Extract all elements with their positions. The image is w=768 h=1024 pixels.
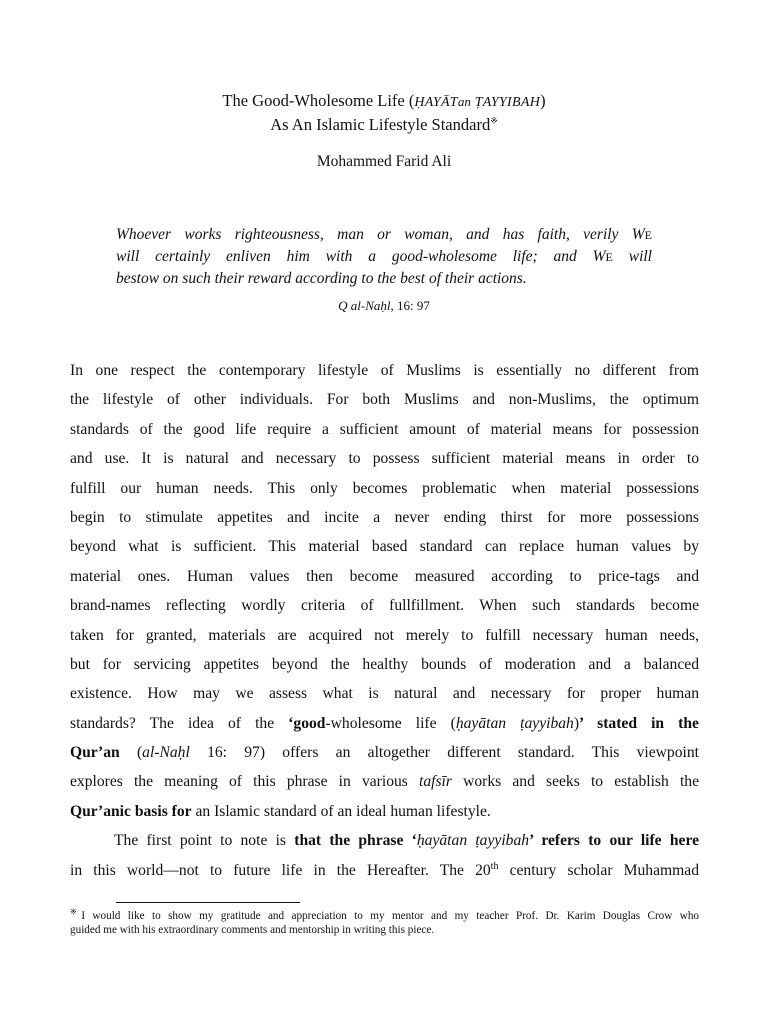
body-text-run: The first point to note is: [114, 832, 295, 850]
body-line: [70, 738, 699, 767]
italic-text: tafsīr: [419, 773, 452, 791]
title-line-1: [0, 90, 768, 114]
body-text-run: works and seeks to establish the: [451, 773, 699, 791]
footnote-line: guided me with his extraordinary comments and mentorship in writing this piece.: [70, 924, 435, 936]
epigraph-text: will: [612, 248, 652, 265]
body-text-run: century scholar Muhammad: [498, 861, 699, 879]
footnote-mark: ※: [70, 907, 82, 917]
title-translit-2: ṬAYYIBAH: [470, 95, 541, 110]
body-line: existence. How may we assess what is natural and necessary for proper human: [70, 685, 699, 703]
epigraph-text: Whoever works righteousness, man or woman, and has faith, verily W: [116, 226, 645, 243]
bold-text: Qur’an: [70, 744, 120, 762]
footnote-divider: [116, 902, 300, 903]
bold-text: that the phrase ‘: [294, 832, 417, 850]
author-name: Mohammed Farid Ali: [316, 153, 452, 170]
footnote: [70, 909, 699, 937]
title-subtitle: As An Islamic Lifestyle Standard: [270, 115, 491, 134]
body-text: [70, 356, 699, 885]
body-line: brand-names reflecting wordly criteria of fullfillment. When such standards become: [70, 597, 699, 615]
body-line: [70, 856, 699, 885]
body-text-run: (: [119, 744, 143, 762]
body-line: and use. It is natural and necessary to possess sufficient material means in order to: [70, 450, 699, 468]
title-translit: ḤAYĀT: [414, 95, 458, 110]
epigraph-line: bestow on such their reward according to the best of their actions.: [116, 270, 527, 287]
title-footnote-mark: ※: [490, 115, 498, 126]
body-text-run: explores the meaning of this phrase in various: [70, 773, 420, 791]
italic-text: al-Naḥl: [142, 744, 190, 762]
body-text-run: -wholesome life (: [325, 714, 456, 732]
bold-text: ’ refers to our life here: [529, 832, 699, 850]
body-line: [70, 709, 699, 738]
epigraph-citation: [0, 298, 768, 314]
body-text-run: in this world—not to future life in the Hereafter. The 20: [70, 861, 491, 879]
citation-ref: , 16: 97: [390, 298, 430, 313]
body-line: [70, 826, 699, 855]
bold-text: ‘good: [288, 714, 326, 732]
body-line: In one respect the contemporary lifestyle of Muslims is essentially no different from: [70, 362, 699, 379]
small-caps-text: E: [644, 228, 652, 242]
body-text-run: ): [573, 714, 580, 732]
body-line: material ones. Human values then become measured according to price-tags and: [70, 567, 699, 585]
body-line: begin to stimulate appetites and incite a never ending thirst for more possessions: [70, 508, 699, 526]
bold-text: Qur’anic basis for: [70, 802, 192, 820]
body-line: but for servicing appetites beyond the healthy bounds of moderation and a balanced: [70, 655, 699, 673]
title-line-2: [0, 114, 768, 136]
body-text-run: 16: 97) offers an altogether different standard. This viewpoint: [189, 744, 699, 762]
body-line: [70, 797, 699, 826]
paper-title: [0, 90, 768, 136]
italic-text: ḥayātan ṭayyibah: [455, 714, 574, 732]
title-translit-an: an: [457, 94, 471, 109]
footnote-line: [70, 909, 699, 923]
epigraph-text: will certainly enliven him with a good-wholesome life; and W: [116, 248, 606, 265]
body-text-run: an Islamic standard of an ideal human lifestyle.: [191, 802, 491, 820]
body-line: the lifestyle of other individuals. For both Muslims and non-Muslims, the optimum: [70, 391, 699, 409]
body-line: standards of the good life require a sufficient amount of material means for possession: [70, 420, 699, 438]
body-text-run: standards? The idea of the: [70, 714, 289, 732]
small-caps-text: E: [605, 250, 613, 264]
citation-source: Q al-Naḥl: [338, 298, 391, 313]
superscript-text: th: [490, 860, 499, 872]
body-line: taken for granted, materials are acquired not merely to fulfill necessary human needs,: [70, 626, 699, 644]
body-line: fulfill our human needs. This only becomes problematic when material possessions: [70, 479, 699, 497]
body-line: beyond what is sufficient. This material based standard can replace human values by: [70, 538, 699, 556]
epigraph-quote: [116, 224, 652, 289]
title-prefix: The Good-Wholesome Life (: [222, 91, 415, 110]
footnote-text: I would like to show my gratitude and appreciation to my mentor and my teacher Prof. Dr. Karim Douglas Crow who: [81, 910, 700, 922]
epigraph-line: [116, 246, 652, 268]
epigraph-line: [116, 224, 652, 246]
body-line: [70, 767, 699, 796]
title-suffix: ): [540, 91, 546, 110]
bold-text: ’ stated in the: [579, 714, 699, 732]
italic-text: ḥayātan ṭayyibah: [416, 832, 530, 850]
